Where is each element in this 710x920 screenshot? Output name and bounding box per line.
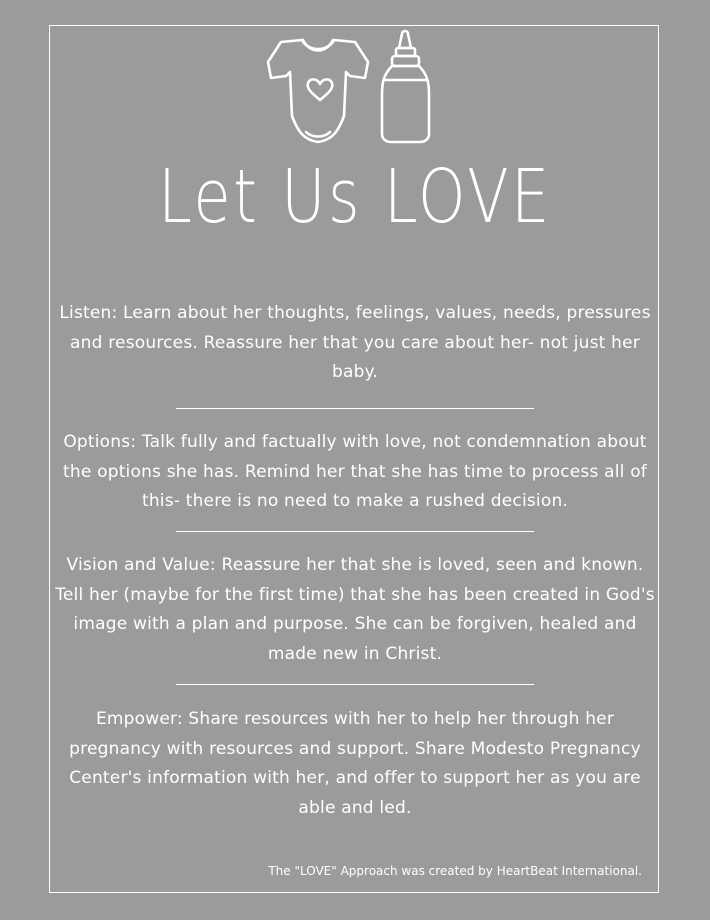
baby-onesie-icon: [268, 40, 368, 142]
section-empower: Empower: Share resources with her to help her through her pregnancy with resources and support. Share Modesto Pregnancy Center's information with her, and offer to support her as you are able and led.: [69, 709, 641, 818]
heart-icon: [308, 79, 333, 100]
credit-note: The "LOVE" Approach was created by HeartBeat International.: [268, 864, 642, 878]
divider: [176, 531, 534, 532]
section-listen: Listen: Learn about her thoughts, feelings, values, needs, pressures and resources. Reassure her that you care about her- not just her baby.: [59, 303, 651, 382]
divider: [176, 684, 534, 685]
divider: [176, 408, 534, 409]
baby-icons: [262, 28, 452, 146]
page-title: Let Us LOVE: [158, 154, 552, 240]
baby-bottle-icon: [382, 31, 429, 142]
section-vision-value: Vision and Value: Reassure her that she is loved, seen and known. Tell her (maybe for the first time) that she has been created in God's image with a plan and purpose. She can be forgiven, healed and made new in Christ.: [55, 555, 655, 664]
section-options: Options: Talk fully and factually with love, not condemnation about the options she has. Remind her that she has time to process all of this- there is no need to make a rushed decision.: [63, 432, 647, 511]
